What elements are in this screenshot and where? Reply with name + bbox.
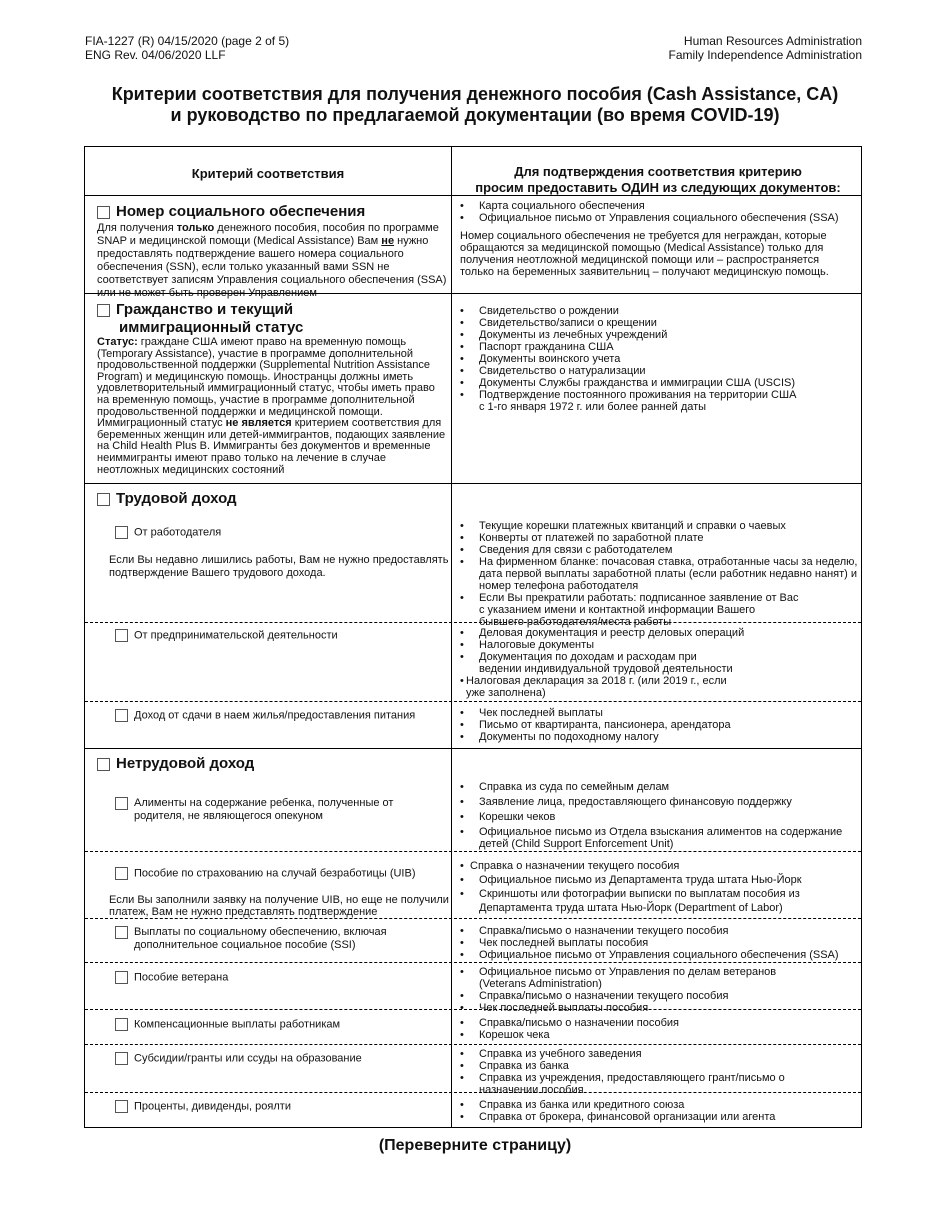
column-header-documents	[453, 164, 863, 196]
list-item: • Документация по доходам и расходам при ведении индивидуальной трудовой деятельности	[456, 651, 739, 675]
child-support-label: Алименты на содержание ребенка, полученные от родителя, не являющегося опекуном	[134, 797, 394, 822]
workers-comp-row	[115, 1018, 445, 1031]
list-item: • Официальное письмо от Управления по делам ветеранов (Veterans Administration)	[456, 966, 779, 990]
unearned-income-checkbox[interactable]	[97, 758, 110, 771]
row-divider	[85, 701, 861, 702]
ssn-section	[97, 203, 449, 300]
list-item: • Документы воинского учета	[456, 353, 856, 365]
list-item: • Налоговые документы	[456, 639, 856, 651]
business-row	[115, 629, 445, 642]
list-item: • Справка из банка	[456, 1060, 856, 1072]
list-item: • Справка от брокера, финансовой организации или агента	[456, 1111, 856, 1123]
list-item: • Сведения для связи с работодателем	[456, 544, 861, 556]
veteran-checkbox[interactable]	[115, 971, 128, 984]
uib-note: Если Вы заполнили заявку на получение UIB, но еще не получили платеж, Вам не нужно представлять подтверждение	[109, 894, 449, 918]
child-support-checkbox[interactable]	[115, 797, 128, 810]
row-divider	[85, 748, 861, 749]
ssn-documents	[456, 200, 856, 278]
list-item: • Справка из суда по семейным делам	[456, 781, 856, 793]
citizenship-checkbox[interactable]	[97, 304, 110, 317]
citizenship-text-a: граждане США имеют право на временную помощь (Temporary Assistance), участие в программе дополнительной продовольственной поддержки (Supplemental Nutrition Assistance Program) и медицинскую помощь. Иностранцы должны иметь удовлетворительный иммиграционный статус, чтобы иметь право на временную помощь, участие в программе дополнительной продовольственной поддержки и медицинской помощи. Иммиграционный статус	[97, 336, 435, 430]
ssi-documents	[456, 925, 856, 961]
title-line-2: и руководство по предлагаемой документации (во время COVID-19)	[170, 105, 780, 125]
child-support-row	[115, 797, 445, 823]
page-title	[60, 84, 890, 126]
list-item: • Деловая документация и реестр деловых операций	[456, 627, 856, 639]
interest-documents	[456, 1099, 856, 1123]
list-item: • Справка о назначении текущего пособия	[456, 859, 856, 873]
ssi-checkbox[interactable]	[115, 926, 128, 939]
row-divider	[85, 483, 861, 484]
list-item: • Корешки чеков	[456, 811, 856, 823]
child-support-documents	[456, 781, 856, 850]
business-documents	[456, 627, 856, 699]
workers-comp-label: Компенсационные выплаты работникам	[134, 1018, 341, 1031]
ssn-text-neg: не	[381, 235, 395, 247]
ssn-note: Номер социального обеспечения не требуется для неграждан, которые обращаются за медицинской помощью (Medical Assistance) только для получения неотложной медицинской помощи или – распространяется только на беременных заявительниц – получают медицинскую помощь.	[460, 230, 829, 278]
list-item: • Чек последней выплаты пособия	[456, 937, 856, 949]
list-item: • Если Вы прекратили работать: подписанное заявление от Вас с указанием имени и контактной информации Вашего бывшего работодателя/места работы	[456, 592, 799, 628]
veteran-documents	[456, 966, 856, 1014]
ssi-label: Выплаты по социальному обеспечению, включая дополнительное социальное пособие (SSI)	[134, 926, 387, 951]
earned-income-title: Трудовой доход	[116, 490, 237, 507]
rent-documents	[456, 707, 856, 743]
list-item: • Письмо от квартиранта, пансионера, арендатора	[456, 719, 856, 731]
list-item: • Справка из банка или кредитного союза	[456, 1099, 856, 1111]
list-item: • Официальное письмо из Департамента труда штата Нью-Йорк	[456, 873, 856, 887]
interest-label: Проценты, дивиденды, роялти	[134, 1100, 291, 1113]
ssi-row	[115, 926, 445, 952]
list-item: • Справка/письмо о назначении пособия	[456, 1017, 856, 1029]
unearned-income-section	[97, 755, 449, 773]
column-header-documents-line2: просим предоставить ОДИН из следующих документов:	[475, 180, 841, 195]
ssn-description	[97, 222, 449, 300]
education-checkbox[interactable]	[115, 1052, 128, 1065]
list-item: • Текущие корешки платежных квитанций и справки о чаевых	[456, 520, 861, 532]
veteran-row	[115, 971, 445, 984]
eng-rev: ENG Rev. 04/06/2020 LLF	[85, 48, 226, 62]
citizenship-documents	[456, 305, 856, 413]
citizenship-text-b: критерием соответствия для беременных женщин или детей-иммигрантов, подающих заявление на Child Health Plus B. Иммигранты без документов и временные неиммигранты имеют право только на лечение в случае неотложных медицинских состояний	[97, 417, 446, 476]
interest-checkbox[interactable]	[115, 1100, 128, 1113]
business-label: От предпринимательской деятельности	[134, 629, 338, 642]
list-item: • Подтверждение постоянного проживания на территории США с 1-го января 1972 г. или более ранней даты	[456, 389, 799, 413]
column-header-criteria: Критерий соответствия	[191, 166, 345, 181]
list-item: • Карта социального обеспечения	[456, 200, 856, 212]
list-item: • Чек последней выплаты	[456, 707, 856, 719]
list-item: • Официальное письмо из Отдела взыскания алиментов на содержание детей (Child Support Enforcement Unit)	[456, 826, 856, 850]
row-divider	[85, 1044, 861, 1045]
workers-comp-documents	[456, 1017, 856, 1041]
list-item: • Свидетельство о рождении	[456, 305, 856, 317]
list-item: • Документы Службы гражданства и иммиграции США (USCIS)	[456, 377, 856, 389]
list-item: • Корешок чека	[456, 1029, 856, 1041]
row-divider	[85, 962, 861, 963]
ssn-title: Номер социального обеспечения	[116, 203, 366, 220]
employer-row	[115, 526, 445, 539]
unearned-income-title: Нетрудовой доход	[116, 755, 255, 772]
veteran-label: Пособие ветерана	[134, 971, 229, 984]
citizenship-text-bold: не является	[225, 417, 292, 430]
title-line-1: Критерии соответствия для получения денежного пособия (Cash Assistance, CA)	[111, 84, 839, 104]
rent-row	[115, 709, 445, 722]
list-item: • Свидетельство о натурализации	[456, 365, 856, 377]
citizenship-section	[97, 301, 449, 476]
uib-label: Пособие по страхованию на случай безработицы (UIB)	[134, 867, 416, 880]
list-item: • Справка из учреждения, предоставляющего грант/письмо о назначении пособия	[456, 1072, 799, 1096]
status-label: Статус:	[97, 336, 138, 348]
criteria-table	[84, 146, 862, 1128]
list-item: • Справка из учебного заведения	[456, 1048, 856, 1060]
turn-page-note: (Переверните страницу)	[378, 1137, 572, 1154]
list-item: • Документы из лечебных учреждений	[456, 329, 856, 341]
org-name-2: Family Independence Administration	[668, 48, 862, 62]
form-header-left	[85, 34, 289, 62]
business-checkbox[interactable]	[115, 629, 128, 642]
list-item: • Свидетельство/записи о крещении	[456, 317, 856, 329]
list-item: • Документы по подоходному налогу	[456, 731, 856, 743]
list-item: • Чек последней выплаты пособия	[456, 1002, 856, 1014]
form-header-right	[669, 34, 862, 62]
column-divider	[451, 147, 452, 1127]
list-item: • Официальное письмо от Управления социального обеспечения (SSA)	[456, 949, 856, 961]
workers-comp-checkbox[interactable]	[115, 1018, 128, 1031]
list-item: • Заявление лица, предоставляющего финансовую поддержку	[456, 796, 856, 808]
earned-income-checkbox[interactable]	[97, 493, 110, 506]
column-header-documents-line1: Для подтверждения соответствия критерию	[514, 164, 802, 179]
citizenship-description	[97, 337, 449, 476]
list-item: • Справка/письмо о назначении текущего пособия	[456, 990, 856, 1002]
list-item: • Паспорт гражданина США	[456, 341, 856, 353]
education-row	[115, 1052, 445, 1065]
interest-row	[115, 1100, 445, 1113]
citizenship-title-2: иммиграционный статус	[119, 319, 304, 336]
list-item: • Скриншоты или фотографии выписки по выплатам пособия из Департамента труда штата Нью-Йорк (Department of Labor)	[456, 887, 839, 915]
rent-label: Доход от сдачи в наем жилья/предоставления питания	[134, 709, 416, 722]
list-item: • Официальное письмо от Управления социального обеспечения (SSA)	[456, 212, 856, 224]
list-item: • На фирменном бланке: почасовая ставка, отработанные часы за неделю, дата первой выплаты заработной платы (если работник недавно нанят) и номер телефона работодателя	[456, 556, 861, 592]
citizenship-title-1: Гражданство и текущий	[116, 301, 294, 318]
uib-documents	[456, 859, 856, 915]
earned-income-section	[97, 490, 449, 508]
list-item: • Налоговая декларация за 2018 г. (или 2019 г., если уже заполнена)	[456, 675, 746, 699]
row-divider	[85, 918, 861, 919]
row-divider	[85, 851, 861, 852]
rent-checkbox[interactable]	[115, 709, 128, 722]
org-name-1: Human Resources Administration	[683, 34, 862, 48]
ssn-text-a: Для получения	[97, 222, 177, 234]
education-label: Субсидии/гранты или ссуды на образование	[134, 1052, 362, 1065]
list-item: • Справка/письмо о назначении текущего пособия	[456, 925, 856, 937]
list-item: • Конверты от платежей по заработной плате	[456, 532, 861, 544]
ssn-text-c: нужно предоставлять подтверждение вашего номера социального обеспечения (SSN), если только указанный вами SSN не соответствует записям Управления социального обеспечения (SSA) или не может быть проверен Управлением	[97, 235, 447, 299]
employer-checkbox[interactable]	[115, 526, 128, 539]
employer-note: Если Вы недавно лишились работы, Вам не нужно предоставлять подтверждение Вашего трудового дохода.	[109, 554, 449, 579]
ssn-checkbox[interactable]	[97, 206, 110, 219]
form-id: FIA-1227 (R) 04/15/2020 (page 2 of 5)	[85, 34, 290, 48]
uib-checkbox[interactable]	[115, 867, 128, 880]
education-documents	[456, 1048, 856, 1096]
ssn-text-bold: только	[176, 222, 215, 234]
uib-row	[115, 867, 445, 880]
ssn-text-b: денежного пособия, пособия по программе SNAP и медицинской помощи (Medical Assistance) Вам	[97, 222, 439, 247]
employer-label: От работодателя	[134, 526, 222, 539]
employer-documents	[456, 520, 861, 628]
